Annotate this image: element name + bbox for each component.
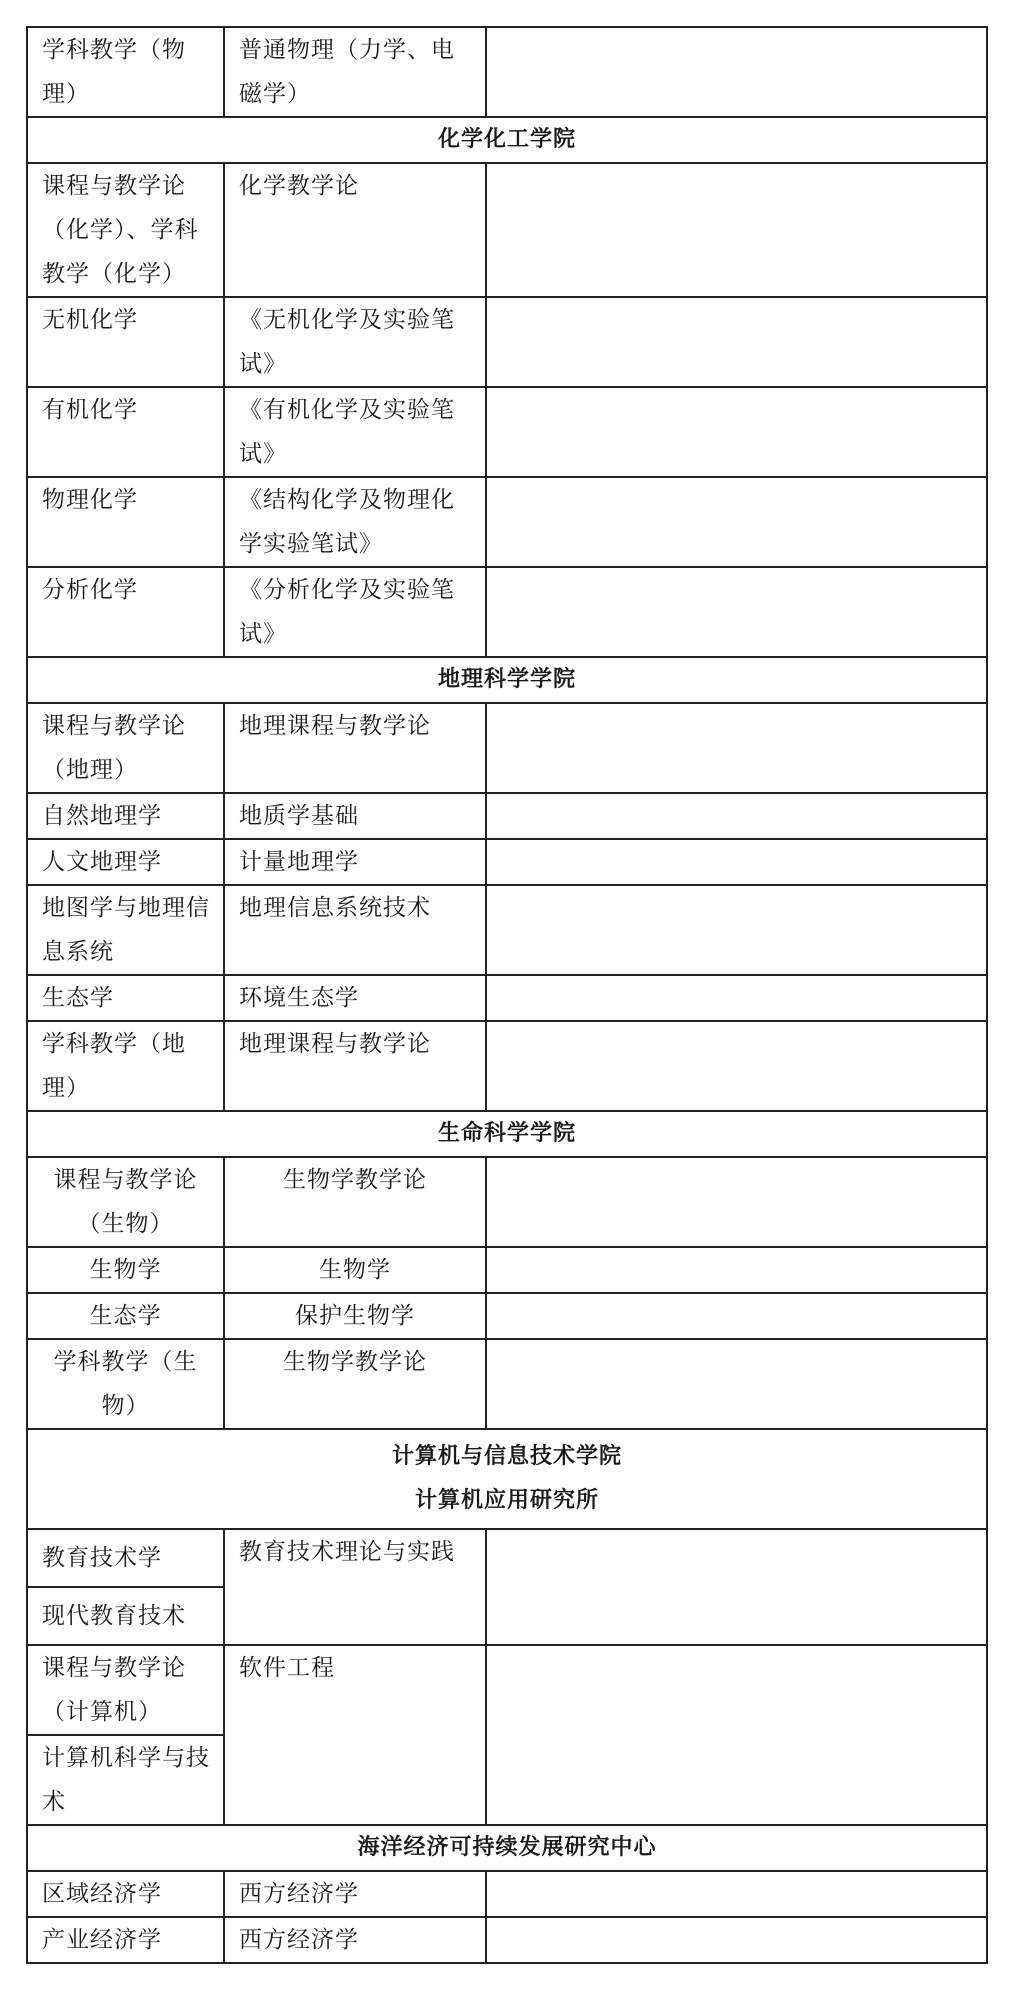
major-cell: 课程与教学论（计算机） [27,1645,224,1735]
section-header-row [27,1825,987,1871]
exam-subject-cell: 《有机化学及实验笔试》 [224,387,486,477]
remarks-cell [486,1645,987,1825]
major-cell: 课程与教学论（化学）、学科教学（化学） [27,163,224,297]
remarks-cell [486,1339,987,1429]
table-row [27,1339,987,1429]
exam-subject-cell: 保护生物学 [224,1293,486,1339]
exam-subject-cell: 西方经济学 [224,1917,486,1963]
exam-subject-cell: 西方经济学 [224,1871,486,1917]
exam-subject-cell: 化学教学论 [224,163,486,297]
major-cell: 有机化学 [27,387,224,477]
remarks-cell [486,1917,987,1963]
major-cell: 物理化学 [27,477,224,567]
remarks-cell [486,27,987,117]
remarks-cell [486,1871,987,1917]
major-cell: 区域经济学 [27,1871,224,1917]
section-header-computer-line1: 计算机与信息技术学院 [391,1444,622,1469]
exam-subject-cell: 生物学 [224,1247,486,1293]
program-exam-table [26,26,988,1964]
section-header-row [27,117,987,163]
major-cell: 学科教学（地理） [27,1021,224,1111]
section-header-computer-line2: 计算机应用研究所 [414,1488,599,1513]
table-row [27,1529,987,1587]
exam-subject-cell: 计量地理学 [224,839,486,885]
table-row [27,1917,987,1963]
table-row [27,885,987,975]
major-cell: 学科教学（生物） [27,1339,224,1429]
remarks-cell [486,567,987,657]
exam-subject-cell: 地理信息系统技术 [224,885,486,975]
section-header-ocean-economy: 海洋经济可持续发展研究中心 [27,1825,987,1871]
remarks-cell [486,839,987,885]
exam-subject-cell: 生物学教学论 [224,1339,486,1429]
section-header-life-sciences: 生命科学学院 [27,1111,987,1157]
table-row [27,1871,987,1917]
table-row [27,703,987,793]
major-cell: 学科教学（物理） [27,27,224,117]
table-row [27,297,987,387]
table-row [27,1293,987,1339]
major-cell: 地图学与地理信息系统 [27,885,224,975]
exam-subject-cell: 普通物理（力学、电磁学） [224,27,486,117]
major-cell: 产业经济学 [27,1917,224,1963]
major-cell: 教育技术学 [27,1529,224,1587]
table-row [27,793,987,839]
major-cell: 生物学 [27,1247,224,1293]
exam-subject-cell: 《无机化学及实验笔试》 [224,297,486,387]
section-header-row [27,1429,987,1529]
major-cell: 自然地理学 [27,793,224,839]
table-row [27,387,987,477]
remarks-cell [486,477,987,567]
remarks-cell [486,1529,987,1645]
major-cell: 无机化学 [27,297,224,387]
table-row [27,567,987,657]
exam-subject-cell: 生物学教学论 [224,1157,486,1247]
remarks-cell [486,703,987,793]
table-row [27,839,987,885]
major-cell: 生态学 [27,1293,224,1339]
section-header-geography: 地理科学学院 [27,657,987,703]
major-cell: 课程与教学论（地理） [27,703,224,793]
remarks-cell [486,387,987,477]
remarks-cell [486,297,987,387]
remarks-cell [486,793,987,839]
exam-subject-cell: 地理课程与教学论 [224,1021,486,1111]
table-row [27,1157,987,1247]
exam-subject-cell: 教育技术理论与实践 [224,1529,486,1645]
table-row [27,27,987,117]
remarks-cell [486,885,987,975]
exam-subject-cell: 《结构化学及物理化学实验笔试》 [224,477,486,567]
remarks-cell [486,1157,987,1247]
exam-subject-cell: 软件工程 [224,1645,486,1825]
section-header-computer [27,1429,987,1529]
major-cell: 分析化学 [27,567,224,657]
remarks-cell [486,1293,987,1339]
major-cell: 生态学 [27,975,224,1021]
table-row [27,163,987,297]
section-header-row [27,657,987,703]
table-row [27,477,987,567]
remarks-cell [486,1021,987,1111]
table-row [27,1645,987,1735]
section-header-chemistry: 化学化工学院 [27,117,987,163]
exam-subject-cell: 地理课程与教学论 [224,703,486,793]
remarks-cell [486,975,987,1021]
remarks-cell [486,163,987,297]
remarks-cell [486,1247,987,1293]
major-cell: 现代教育技术 [27,1587,224,1645]
exam-subject-cell: 《分析化学及实验笔试》 [224,567,486,657]
major-cell: 课程与教学论（生物） [27,1157,224,1247]
exam-subject-cell: 环境生态学 [224,975,486,1021]
major-cell: 计算机科学与技术 [27,1735,224,1825]
table-row [27,975,987,1021]
exam-subject-cell: 地质学基础 [224,793,486,839]
major-cell: 人文地理学 [27,839,224,885]
table-row [27,1247,987,1293]
section-header-row [27,1111,987,1157]
table-row [27,1021,987,1111]
